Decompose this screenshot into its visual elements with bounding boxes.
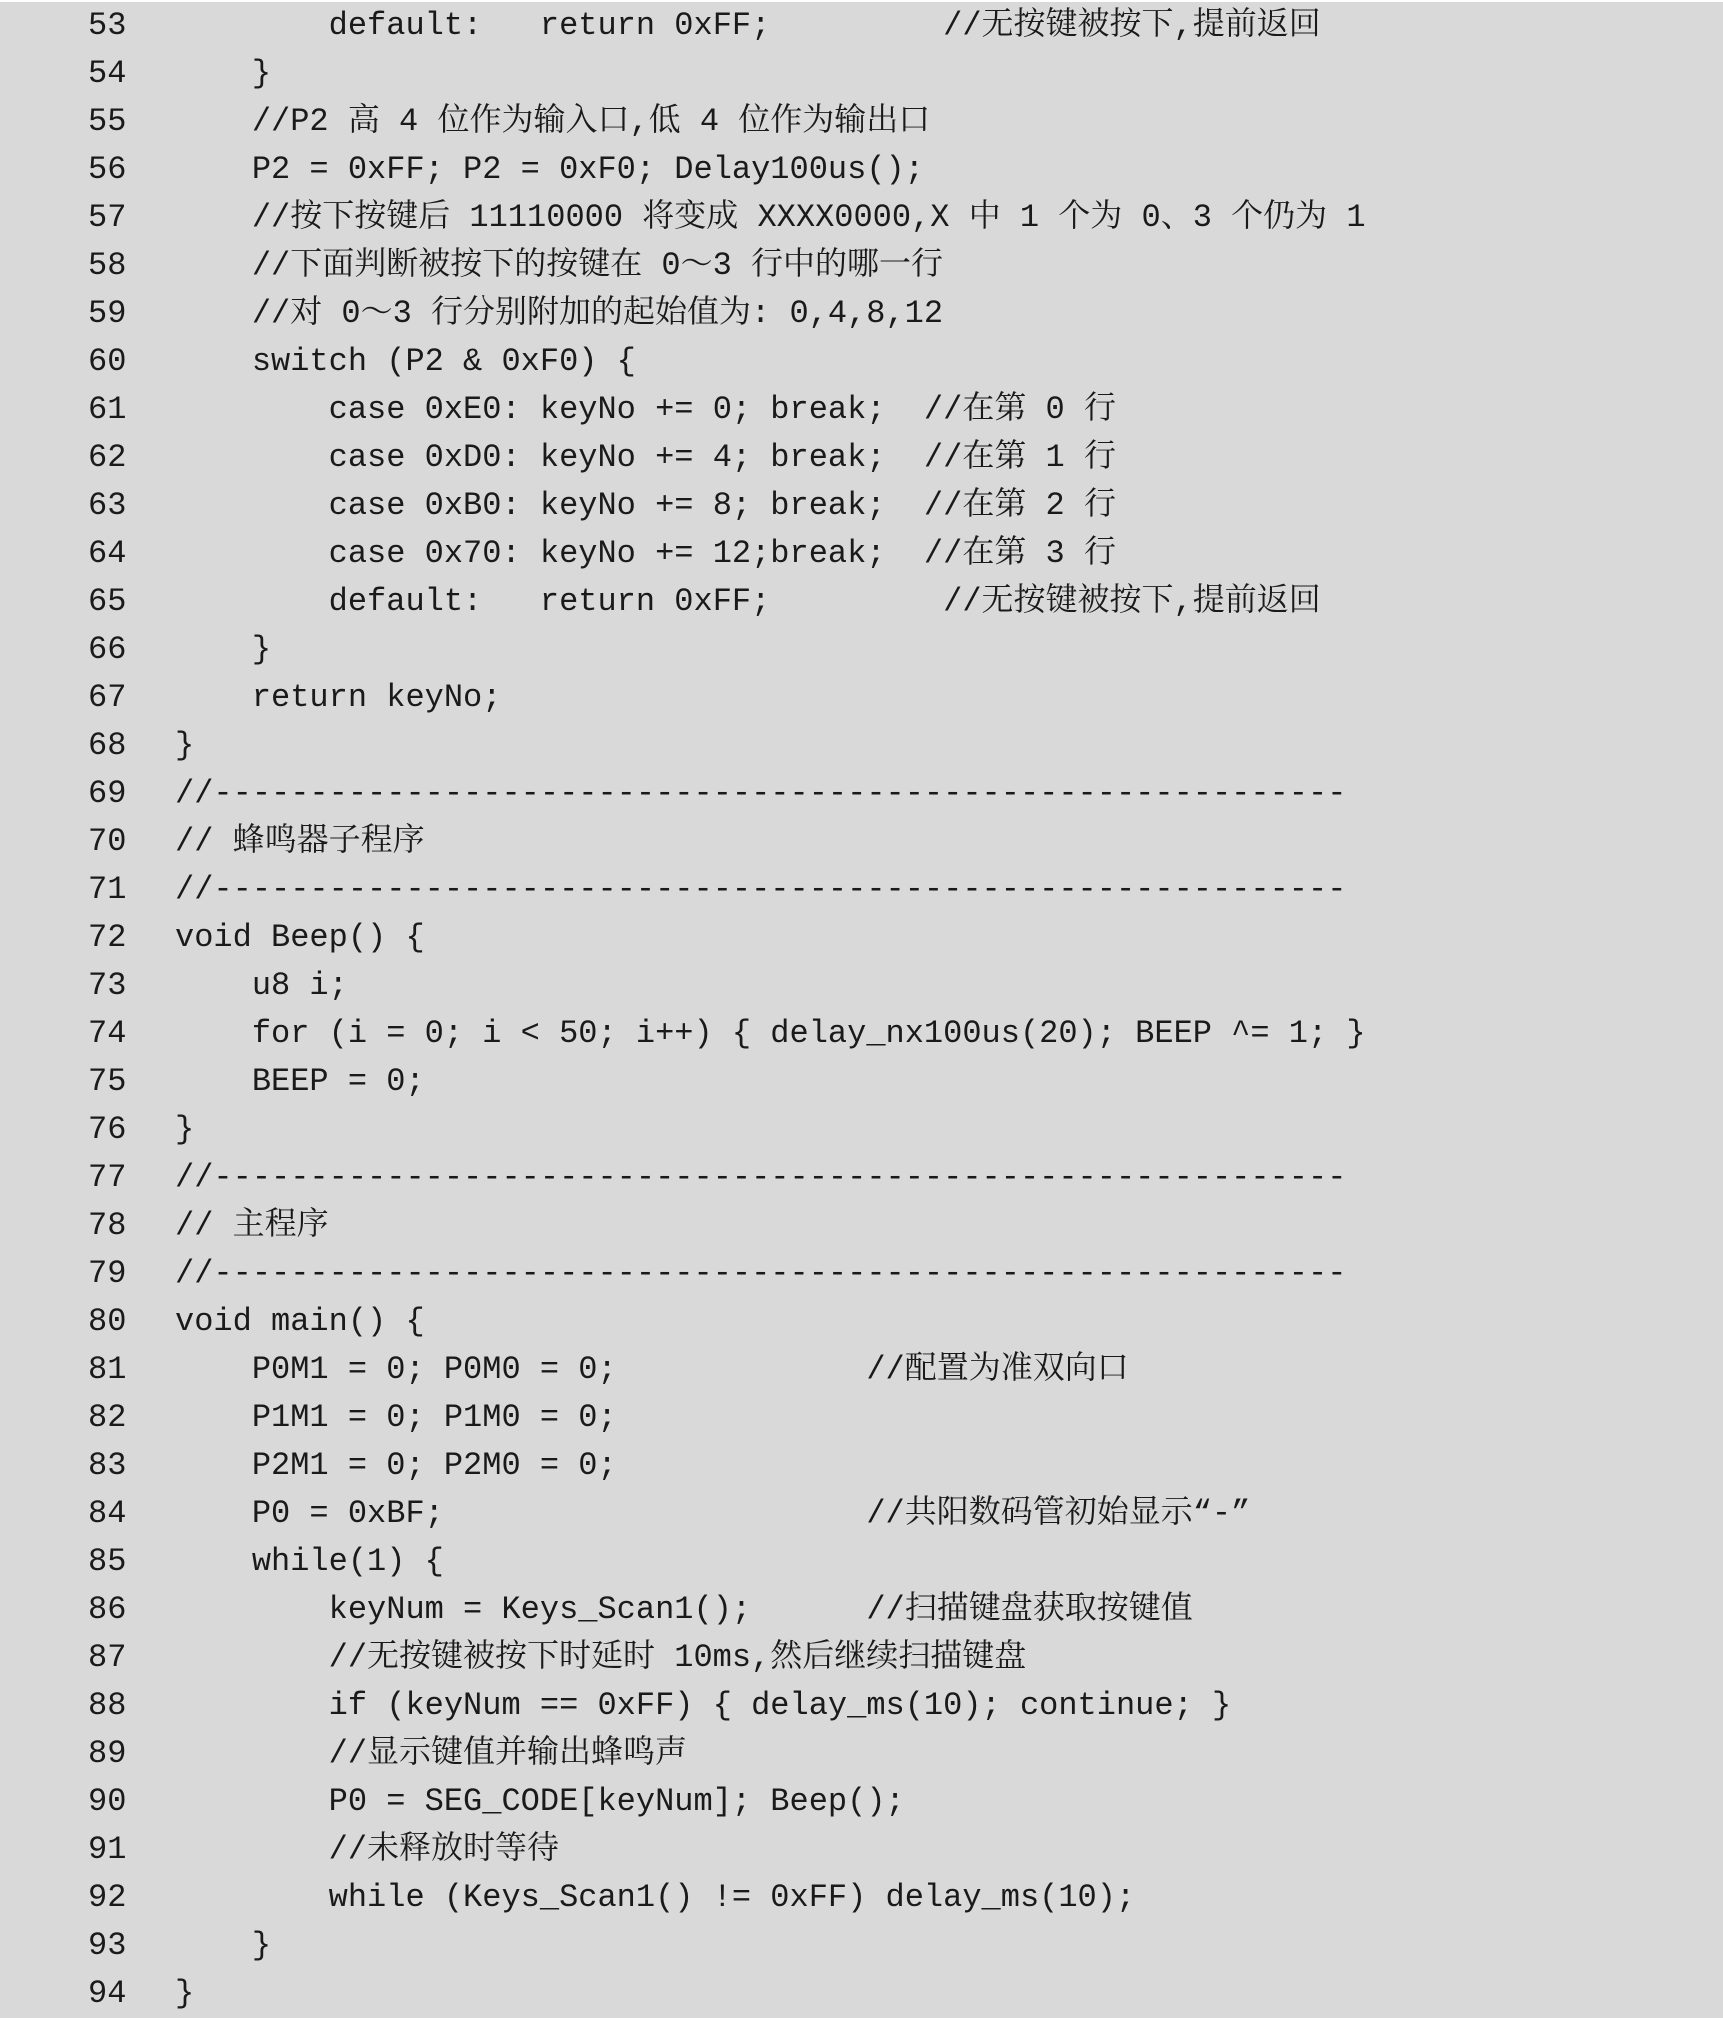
code-line bbox=[0, 1250, 1723, 1298]
line-number: 56 bbox=[88, 151, 127, 188]
line-number: 82 bbox=[88, 1399, 127, 1436]
line-number: 66 bbox=[88, 631, 127, 668]
line-number: 84 bbox=[88, 1495, 127, 1532]
code-text: //对 0～3 行分别附加的起始值为: 0,4,8,12 bbox=[175, 295, 944, 332]
code-line bbox=[0, 194, 1723, 242]
line-number: 90 bbox=[88, 1783, 127, 1820]
code-line bbox=[0, 434, 1723, 482]
code-line bbox=[0, 1058, 1723, 1106]
line-number: 59 bbox=[88, 295, 127, 332]
code-text: P2 = 0xFF; P2 = 0xF0; Delay100us(); bbox=[175, 151, 924, 188]
code-text: // 主程序 bbox=[175, 1207, 329, 1244]
code-text: } bbox=[175, 1111, 195, 1148]
line-number: 77 bbox=[88, 1159, 127, 1196]
code-text: P2M1 = 0; P2M0 = 0; bbox=[175, 1447, 617, 1484]
code-line bbox=[0, 722, 1723, 770]
code-text: while (Keys_Scan1() != 0xFF) delay_ms(10); bbox=[175, 1879, 1136, 1916]
code-line bbox=[0, 1826, 1723, 1874]
code-line bbox=[0, 770, 1723, 818]
line-number: 75 bbox=[88, 1063, 127, 1100]
code-text: //----------------------------------------------------------- bbox=[175, 871, 1347, 908]
code-line bbox=[0, 1730, 1723, 1778]
line-number: 54 bbox=[88, 55, 127, 92]
code-text: } bbox=[175, 1975, 195, 2012]
code-line bbox=[0, 338, 1723, 386]
code-text: //下面判断被按下的按键在 0～3 行中的哪一行 bbox=[175, 247, 944, 284]
line-number: 80 bbox=[88, 1303, 127, 1340]
code-text: P0 = SEG_CODE[keyNum]; Beep(); bbox=[175, 1783, 905, 1820]
code-text: P0M1 = 0; P0M0 = 0; //配置为准双向口 bbox=[175, 1351, 1129, 1388]
code-line bbox=[0, 50, 1723, 98]
code-text: default: return 0xFF; //无按键被按下,提前返回 bbox=[175, 7, 1321, 44]
line-number: 72 bbox=[88, 919, 127, 956]
code-line bbox=[0, 98, 1723, 146]
line-number: 85 bbox=[88, 1543, 127, 1580]
code-line bbox=[0, 818, 1723, 866]
code-line bbox=[0, 1010, 1723, 1058]
line-number: 53 bbox=[88, 7, 127, 44]
code-text: // 蜂鸣器子程序 bbox=[175, 823, 425, 860]
line-number: 55 bbox=[88, 103, 127, 140]
code-text: case 0xD0: keyNo += 4; break; //在第 1 行 bbox=[175, 439, 1116, 476]
code-text: if (keyNum == 0xFF) { delay_ms(10); continue; } bbox=[175, 1687, 1232, 1724]
code-line bbox=[0, 674, 1723, 722]
line-number: 68 bbox=[88, 727, 127, 764]
code-line bbox=[0, 1682, 1723, 1730]
code-text: for (i = 0; i < 50; i++) { delay_nx100us(20); BEEP ^= 1; } bbox=[175, 1015, 1366, 1052]
line-number: 62 bbox=[88, 439, 127, 476]
code-text: //----------------------------------------------------------- bbox=[175, 775, 1347, 812]
code-line bbox=[0, 290, 1723, 338]
line-number: 76 bbox=[88, 1111, 127, 1148]
code-line bbox=[0, 914, 1723, 962]
code-line bbox=[0, 1538, 1723, 1586]
line-number: 87 bbox=[88, 1639, 127, 1676]
line-number: 73 bbox=[88, 967, 127, 1004]
code-line bbox=[0, 578, 1723, 626]
code-text: } bbox=[175, 55, 272, 92]
line-number: 63 bbox=[88, 487, 127, 524]
code-line bbox=[0, 1154, 1723, 1202]
line-number: 83 bbox=[88, 1447, 127, 1484]
line-number: 78 bbox=[88, 1207, 127, 1244]
code-text: case 0xE0: keyNo += 0; break; //在第 0 行 bbox=[175, 391, 1116, 428]
code-line bbox=[0, 1586, 1723, 1634]
code-text: //P2 高 4 位作为输入口,低 4 位作为输出口 bbox=[175, 103, 931, 140]
code-text: //无按键被按下时延时 10ms,然后继续扫描键盘 bbox=[175, 1639, 1027, 1676]
code-text: keyNum = Keys_Scan1(); //扫描键盘获取按键值 bbox=[175, 1591, 1193, 1628]
line-number: 79 bbox=[88, 1255, 127, 1292]
code-line bbox=[0, 386, 1723, 434]
code-text: //显示键值并输出蜂鸣声 bbox=[175, 1735, 688, 1772]
code-text: while(1) { bbox=[175, 1543, 444, 1580]
code-text: default: return 0xFF; //无按键被按下,提前返回 bbox=[175, 583, 1321, 620]
code-text: } bbox=[175, 1927, 272, 1964]
code-text: return keyNo; bbox=[175, 679, 502, 716]
line-number: 92 bbox=[88, 1879, 127, 1916]
line-number: 67 bbox=[88, 679, 127, 716]
code-line bbox=[0, 1394, 1723, 1442]
line-number: 69 bbox=[88, 775, 127, 812]
code-line bbox=[0, 1106, 1723, 1154]
code-line bbox=[0, 1970, 1723, 2018]
code-text: P0 = 0xBF; //共阳数码管初始显示“-” bbox=[175, 1495, 1251, 1532]
line-number: 94 bbox=[88, 1975, 127, 2012]
code-line bbox=[0, 866, 1723, 914]
line-number: 88 bbox=[88, 1687, 127, 1724]
code-text: BEEP = 0; bbox=[175, 1063, 425, 1100]
code-line bbox=[0, 146, 1723, 194]
code-text: } bbox=[175, 727, 195, 764]
code-line bbox=[0, 2, 1723, 50]
code-line bbox=[0, 1298, 1723, 1346]
code-line bbox=[0, 1346, 1723, 1394]
line-number: 60 bbox=[88, 343, 127, 380]
code-text: //未释放时等待 bbox=[175, 1831, 560, 1868]
line-number: 71 bbox=[88, 871, 127, 908]
code-line bbox=[0, 1490, 1723, 1538]
line-number: 61 bbox=[88, 391, 127, 428]
code-text: void main() { bbox=[175, 1303, 425, 1340]
line-number: 64 bbox=[88, 535, 127, 572]
code-line bbox=[0, 242, 1723, 290]
line-number: 91 bbox=[88, 1831, 127, 1868]
line-number: 81 bbox=[88, 1351, 127, 1388]
line-number: 58 bbox=[88, 247, 127, 284]
code-line bbox=[0, 1874, 1723, 1922]
code-text: void Beep() { bbox=[175, 919, 425, 956]
code-text: } bbox=[175, 631, 272, 668]
code-text: u8 i; bbox=[175, 967, 348, 1004]
line-number: 86 bbox=[88, 1591, 127, 1628]
code-text: switch (P2 & 0xF0) { bbox=[175, 343, 636, 380]
code-text: P1M1 = 0; P1M0 = 0; bbox=[175, 1399, 617, 1436]
code-line bbox=[0, 482, 1723, 530]
line-number: 74 bbox=[88, 1015, 127, 1052]
code-line bbox=[0, 1202, 1723, 1250]
code-text: //按下按键后 11110000 将变成 XXXX0000,X 中 1 个为 0、3 个仍为 1 bbox=[175, 199, 1366, 236]
code-text: //----------------------------------------------------------- bbox=[175, 1159, 1347, 1196]
code-line bbox=[0, 1634, 1723, 1682]
line-number: 57 bbox=[88, 199, 127, 236]
code-line bbox=[0, 1442, 1723, 1490]
line-number: 65 bbox=[88, 583, 127, 620]
line-number: 89 bbox=[88, 1735, 127, 1772]
code-line bbox=[0, 962, 1723, 1010]
code-line bbox=[0, 1922, 1723, 1970]
code-text: //----------------------------------------------------------- bbox=[175, 1255, 1347, 1292]
code-text: case 0xB0: keyNo += 8; break; //在第 2 行 bbox=[175, 487, 1116, 524]
line-number: 93 bbox=[88, 1927, 127, 1964]
code-line bbox=[0, 530, 1723, 578]
line-number: 70 bbox=[88, 823, 127, 860]
code-line bbox=[0, 626, 1723, 674]
code-text: case 0x70: keyNo += 12;break; //在第 3 行 bbox=[175, 535, 1116, 572]
code-line bbox=[0, 1778, 1723, 1826]
